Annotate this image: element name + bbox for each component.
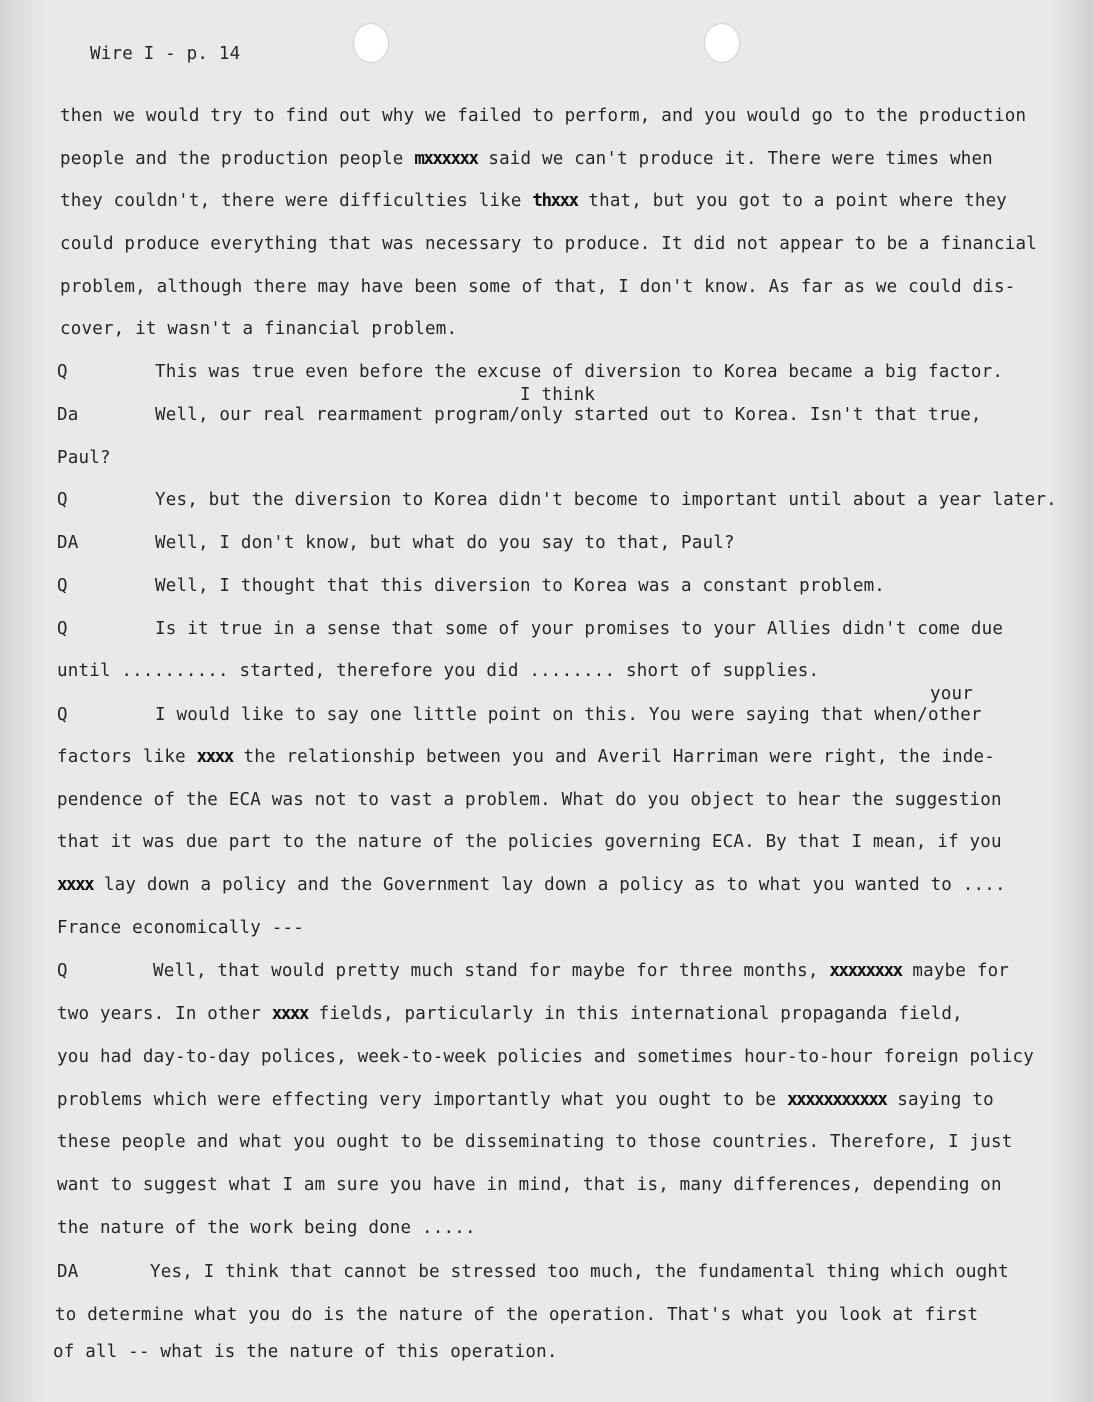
speaker-label: Q: [57, 961, 68, 981]
text-line: want to suggest what I am sure you have in mind, that is, many differences, depending on: [57, 1175, 1002, 1195]
text-line: they couldn't, there were difficulties like thxxx that, but you got to a point where they: [60, 191, 1008, 211]
binder-hole-left: [354, 24, 388, 62]
speaker-label: Da: [57, 405, 79, 425]
struck-out-text: xxxxxxxxxxx: [787, 1090, 887, 1110]
text-line: could produce everything that was necessary to produce. It did not appear to be a financial: [60, 234, 1037, 254]
text-line: factors like xxxx the relationship between you and Averil Harriman were right, the inde-: [57, 747, 996, 767]
text-line: Well, I thought that this diversion to Korea was a constant problem.: [155, 576, 886, 596]
text-line: Well, I don't know, but what do you say to that, Paul?: [155, 533, 735, 553]
speaker-label: Q: [57, 619, 68, 639]
text-line: Paul?: [57, 448, 111, 468]
struck-out-text: mxxxxxx: [414, 149, 478, 169]
binder-hole-right: [705, 24, 739, 62]
text-line: I would like to say one little point on this. You were saying that when/other: [155, 705, 982, 725]
text-line: of all -- what is the nature of this operation.: [53, 1342, 558, 1362]
text-line: Is it true in a sense that some of your promises to your Allies didn't come due: [155, 619, 1004, 639]
text-line: that it was due part to the nature of the policies governing ECA. By that I mean, if you: [57, 832, 1002, 852]
speaker-label: Q: [57, 490, 68, 510]
speaker-label: Q: [57, 576, 68, 596]
speaker-label: Q: [57, 705, 68, 725]
text-line: you had day-to-day polices, week-to-week policies and sometimes hour-to-hour foreign policy: [57, 1047, 1034, 1067]
text-line: problems which were effecting very importantly what you ought to be xxxxxxxxxxx saying to: [57, 1090, 994, 1110]
speaker-label: DA: [57, 533, 79, 553]
text-line: xxxx lay down a policy and the Government lay down a policy as to what you wanted to ....: [57, 875, 1006, 895]
struck-out-text: thxxx: [532, 191, 578, 211]
text-line: these people and what you ought to be disseminating to those countries. Therefore, I just: [57, 1132, 1013, 1152]
struck-out-text: xxxx: [271, 1004, 308, 1024]
text-line: Yes, I think that cannot be stressed too much, the fundamental thing which ought: [150, 1262, 1009, 1282]
struck-out-text: xxxxxxxx: [829, 961, 902, 981]
text-line: until .......... started, therefore you did ........ short of supplies.: [57, 661, 820, 681]
text-line: to determine what you do is the nature of the operation. That's what you look at first: [55, 1305, 979, 1325]
text-line: Well, our real rearmament program/only started out to Korea. Isn't that true,: [155, 405, 982, 425]
text-line: pendence of the ECA was not to vast a problem. What do you object to hear the suggestion: [57, 790, 1002, 810]
text-line: France economically ---: [57, 918, 304, 938]
handwritten-insertion: your: [930, 684, 973, 704]
speaker-label: Q: [57, 362, 68, 382]
text-line: problem, although there may have been some of that, I don't know. As far as we could dis-: [60, 277, 1016, 297]
text-line: then we would try to find out why we failed to perform, and you would go to the production: [60, 106, 1027, 126]
struck-out-text: xxxx: [57, 875, 94, 895]
text-line: cover, it wasn't a financial problem.: [60, 319, 458, 339]
page-header: Wire I - p. 14: [90, 44, 241, 64]
text-line: This was true even before the excuse of diversion to Korea became a big factor.: [155, 362, 1004, 382]
text-line: two years. In other xxxx fields, particularly in this international propaganda field,: [57, 1004, 963, 1024]
text-line: Well, that would pretty much stand for maybe for three months, xxxxxxxx maybe for: [153, 961, 1010, 981]
text-line: people and the production people mxxxxxx said we can't produce it. There were times when: [60, 149, 993, 169]
struck-out-text: xxxx: [196, 747, 233, 767]
speaker-label: DA: [57, 1262, 79, 1282]
text-line: the nature of the work being done .....: [57, 1218, 476, 1238]
text-line: Yes, but the diversion to Korea didn't become to important until about a year later.: [155, 490, 1057, 510]
handwritten-insertion: I think: [520, 385, 596, 405]
